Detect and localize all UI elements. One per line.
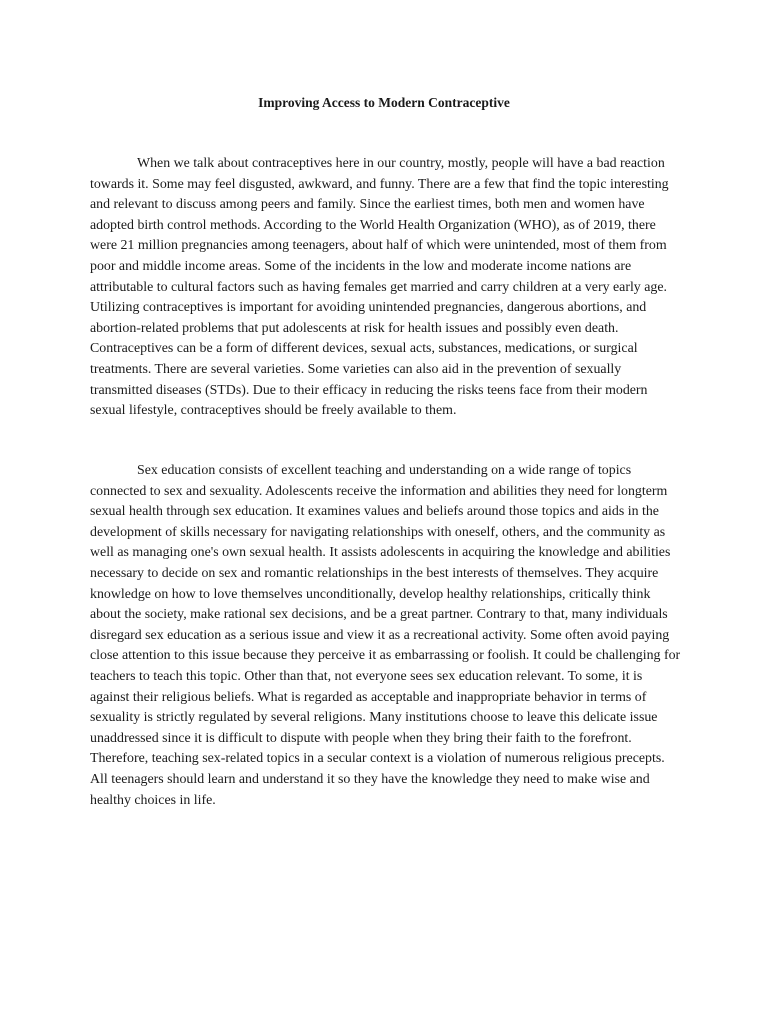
paragraph-sex-education: Sex education consists of excellent teaching and understanding on a wide range of topics connected to sex and sexuality. Adolescents receive the information and abilities they need for longterm sexual health through sex education. It examines values and beliefs around those topics and aids in the development of skills necessary for navigating relationships with oneself, others, and the community as well as managing one's own sexual health. It assists adolescents in acquiring the knowledge and abilities necessary to decide on sex and romantic relationships in the best interests of themselves. They acquire knowledge on how to love themselves unconditionally, develop healthy relationships, critically think about the society, make rational sex decisions, and be a great partner. Contrary to that, many individuals disregard sex education as a serious issue and view it as a recreational activity. Some often avoid paying close attention to this issue because they perceive it as embarrassing or foolish. It could be challenging for teachers to teach this topic. Other than that, not everyone sees sex education relevant. To some, it is against their religious beliefs. What is regarded as acceptable and inappropriate behavior in terms of sexuality is strictly regulated by several religions. Many institutions choose to leave this delicate issue unaddressed since it is difficult to dispute with people when they bring their faith to the forefront. Therefore, teaching sex-related topics in a secular context is a violation of numerous religious precepts. All teenagers should learn and understand it so they have the knowledge they need to make wise and healthy choices in life. (90, 463, 681, 808)
document-title: Improving Access to Modern Contraceptive (258, 95, 510, 110)
paragraph-contraceptives-access: When we talk about contraceptives here in our country, mostly, people will have a bad reaction towards it. Some may feel disgusted, awkward, and funny. There are a few that find the topic interesting and relevant to discuss among peers and family. Since the earliest times, both men and women have adopted birth control methods. According to the World Health Organization (WHO), as of 2019, there were 21 million pregnancies among teenagers, about half of which were unintended, most of them from poor and middle income areas. Some of the incidents in the low and moderate income nations are attributable to cultural factors such as having females get married and carry children at a very early age. Utilizing contraceptives is important for avoiding unintended pregnancies, dangerous abortions, and abortion-related problems that put adolescents at risk for health issues and possibly even death. Contraceptives can be a form of different devices, sexual acts, substances, medications, or surgical treatments. There are several varieties. Some varieties can also aid in the prevention of sexually transmitted diseases (STDs). Due to their efficacy in reducing the risks teens face from their modern sexual lifestyle, contraceptives should be freely available to them. (90, 156, 669, 419)
